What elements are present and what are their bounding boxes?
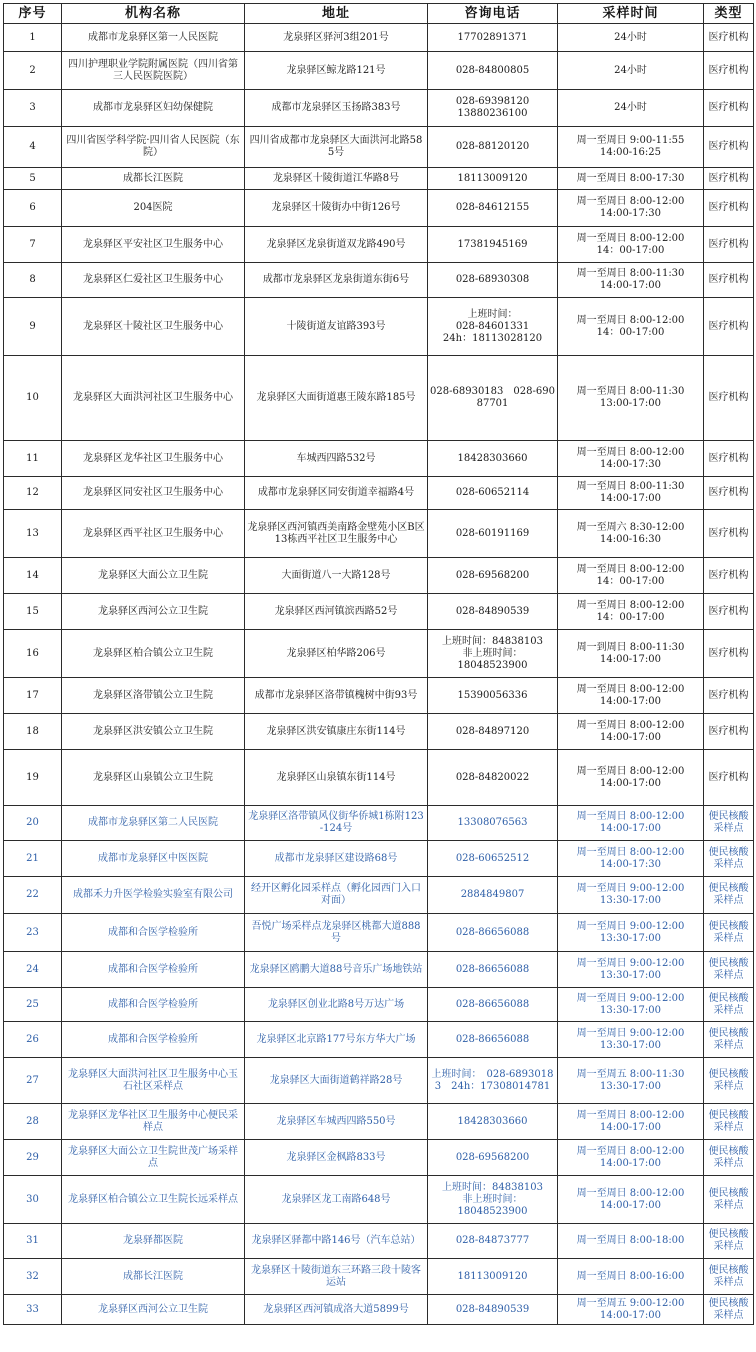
cell-type: 便民核酸采样点: [704, 841, 754, 877]
table-row: [4, 24, 754, 52]
cell-institution: 龙泉驿区大面公立卫生院世茂广场采样点: [62, 1140, 245, 1176]
cell-address: 成都市龙泉驿区玉扬路383号: [245, 90, 428, 127]
cell-sampling-time: 周一至周日 8:00-12:00 14:00-17:00: [558, 750, 704, 806]
cell-sampling-time: 周一至周日 8:00-18:00: [558, 1224, 704, 1259]
cell-sampling-time: 24小时: [558, 90, 704, 127]
cell-type: 便民核酸采样点: [704, 1104, 754, 1140]
cell-index: 2: [4, 52, 62, 90]
cell-type: 医疗机构: [704, 558, 754, 594]
cell-address: 龙泉驿区十陵街办中街126号: [245, 190, 428, 227]
cell-sampling-time: 周一至周日 8:00-12:00 14：00-17:00: [558, 594, 704, 630]
cell-sampling-time: 周一至周日 9:00-12:00 13:30-17:00: [558, 1022, 704, 1058]
cell-phone: 028-84820022: [428, 750, 558, 806]
cell-institution: 成都和合医学检验所: [62, 1022, 245, 1058]
table-row: [4, 678, 754, 714]
cell-sampling-time: 周一至周日 8:00-17:30: [558, 168, 704, 190]
cell-type: 医疗机构: [704, 227, 754, 263]
cell-address: 龙泉驿区金枫路833号: [245, 1140, 428, 1176]
cell-index: 16: [4, 630, 62, 678]
cell-address: 成都市龙泉驿区龙泉街道东街6号: [245, 263, 428, 298]
cell-type: 便民核酸采样点: [704, 1058, 754, 1104]
cell-phone: 028-69568200: [428, 1140, 558, 1176]
cell-institution: 龙泉驿区西河公立卫生院: [62, 1295, 245, 1325]
table-row: [4, 877, 754, 914]
cell-sampling-time: 周一至周日 9:00-12:00 13:30-17:00: [558, 914, 704, 952]
table-row: [4, 594, 754, 630]
table-row: [4, 750, 754, 806]
cell-sampling-time: 周一至周日 8:00-12:00 14:00-17:30: [558, 441, 704, 477]
cell-index: 12: [4, 477, 62, 510]
cell-index: 14: [4, 558, 62, 594]
cell-address: 龙泉驿区西河镇西美南路金壁苑小区B区13栋西平社区卫生服务中心: [245, 510, 428, 558]
table-row: [4, 168, 754, 190]
cell-institution: 龙泉驿区大面公立卫生院: [62, 558, 245, 594]
cell-address: 龙泉驿区鸥鹏大道88号音乐广场地铁站: [245, 952, 428, 988]
cell-sampling-time: 周一至周日 8:00-12:00 14：00-17:00: [558, 298, 704, 356]
cell-sampling-time: 周一至周日 8:00-12:00 14:00-17:00: [558, 1140, 704, 1176]
cell-phone: 028-86656088: [428, 914, 558, 952]
cell-phone: 028-84890539: [428, 1295, 558, 1325]
cell-index: 21: [4, 841, 62, 877]
cell-index: 25: [4, 988, 62, 1022]
cell-sampling-time: 周一至周日 9:00-11:55 14:00-16:25: [558, 127, 704, 168]
cell-sampling-time: 周一至周日 9:00-12:00 13:30-17:00: [558, 952, 704, 988]
cell-address: 龙泉驿区洪安镇康庄东街114号: [245, 714, 428, 750]
cell-type: 医疗机构: [704, 594, 754, 630]
table-row: [4, 441, 754, 477]
cell-phone: 028-68930308: [428, 263, 558, 298]
table-row: [4, 477, 754, 510]
table-row: [4, 510, 754, 558]
cell-index: 20: [4, 806, 62, 841]
header-row: [4, 4, 754, 24]
cell-address: 龙泉驿区驿河3组201号: [245, 24, 428, 52]
cell-phone: 028-84890539: [428, 594, 558, 630]
cell-type: 便民核酸采样点: [704, 877, 754, 914]
cell-index: 1: [4, 24, 62, 52]
cell-phone: 15390056336: [428, 678, 558, 714]
cell-address: 龙泉驿区车城西四路550号: [245, 1104, 428, 1140]
cell-phone: 028-84873777: [428, 1224, 558, 1259]
cell-type: 便民核酸采样点: [704, 914, 754, 952]
cell-index: 5: [4, 168, 62, 190]
cell-phone: 17381945169: [428, 227, 558, 263]
table-row: [4, 1104, 754, 1140]
cell-institution: 龙泉驿区柏合镇公立卫生院长远采样点: [62, 1176, 245, 1224]
cell-type: 医疗机构: [704, 678, 754, 714]
cell-phone: 13308076563: [428, 806, 558, 841]
cell-index: 4: [4, 127, 62, 168]
cell-index: 11: [4, 441, 62, 477]
cell-address: 龙泉驿区龙泉街道双龙路490号: [245, 227, 428, 263]
cell-address: 龙泉驿区十陵街道东三环路三段十陵客运站: [245, 1259, 428, 1295]
cell-type: 医疗机构: [704, 630, 754, 678]
cell-type: 医疗机构: [704, 168, 754, 190]
cell-index: 31: [4, 1224, 62, 1259]
cell-index: 27: [4, 1058, 62, 1104]
cell-sampling-time: 周一至周六 8:30-12:00 14:00-16:30: [558, 510, 704, 558]
cell-phone: 028-86656088: [428, 988, 558, 1022]
table-row: [4, 227, 754, 263]
cell-sampling-time: 周一至周日 8:00-12:00 14:00-17:00: [558, 714, 704, 750]
cell-sampling-time: 周一至周日 9:00-12:00 13:30-17:00: [558, 877, 704, 914]
table-row: [4, 356, 754, 441]
cell-index: 10: [4, 356, 62, 441]
table-row: [4, 263, 754, 298]
cell-phone: 028-69568200: [428, 558, 558, 594]
cell-index: 26: [4, 1022, 62, 1058]
cell-type: 便民核酸采样点: [704, 1224, 754, 1259]
cell-phone: 028-68930183 028-69087701: [428, 356, 558, 441]
cell-sampling-time: 周一至周五 9:00-12:00 14:00-17:00: [558, 1295, 704, 1325]
header-type: 类型: [704, 4, 754, 24]
cell-index: 22: [4, 877, 62, 914]
cell-address: 龙泉驿区大面街道惠王陵东路185号: [245, 356, 428, 441]
cell-institution: 成都长江医院: [62, 1259, 245, 1295]
cell-address: 大面街道八一大路128号: [245, 558, 428, 594]
cell-index: 6: [4, 190, 62, 227]
cell-sampling-time: 24小时: [558, 24, 704, 52]
cell-address: 龙泉驿区柏华路206号: [245, 630, 428, 678]
cell-phone: 028-86656088: [428, 1022, 558, 1058]
header-phone: 咨询电话: [428, 4, 558, 24]
table-row: [4, 1176, 754, 1224]
cell-phone: 上班时间： 028-84601331 24h：18113028120: [428, 298, 558, 356]
cell-phone: 028-86656088: [428, 952, 558, 988]
cell-phone: 上班时间： 028-68930183 24h：17308014781: [428, 1058, 558, 1104]
header-address: 地址: [245, 4, 428, 24]
cell-institution: 龙泉驿区平安社区卫生服务中心: [62, 227, 245, 263]
table-row: [4, 714, 754, 750]
table-row: [4, 1259, 754, 1295]
testing-sites-table: [3, 3, 754, 1325]
cell-phone: 028-88120120: [428, 127, 558, 168]
cell-type: 便民核酸采样点: [704, 1295, 754, 1325]
cell-address: 经开区孵化园采样点（孵化园西门入口对面）: [245, 877, 428, 914]
cell-address: 龙泉驿区大面街道鹤祥路28号: [245, 1058, 428, 1104]
cell-index: 13: [4, 510, 62, 558]
cell-address: 四川省成都市龙泉驿区大面洪河北路585号: [245, 127, 428, 168]
table-row: [4, 127, 754, 168]
cell-sampling-time: 周一至周日 8:00-12:00 14:00-17:00: [558, 1176, 704, 1224]
cell-institution: 龙泉驿区山泉镇公立卫生院: [62, 750, 245, 806]
cell-type: 医疗机构: [704, 750, 754, 806]
cell-phone: 028-60652512: [428, 841, 558, 877]
cell-phone: 028-84800805: [428, 52, 558, 90]
cell-sampling-time: 周一到周日 8:00-11:30 14:00-17:00: [558, 630, 704, 678]
cell-index: 23: [4, 914, 62, 952]
cell-sampling-time: 周一至周日 8:00-12:00 14：00-17:00: [558, 558, 704, 594]
table-row: [4, 952, 754, 988]
table-row: [4, 1140, 754, 1176]
cell-phone: 18428303660: [428, 441, 558, 477]
table-row: [4, 90, 754, 127]
cell-index: 7: [4, 227, 62, 263]
table-row: [4, 1058, 754, 1104]
cell-type: 医疗机构: [704, 298, 754, 356]
cell-institution: 成都禾力升医学检验实验室有限公司: [62, 877, 245, 914]
cell-sampling-time: 周一至周五 8:00-11:30 13:30-17:00: [558, 1058, 704, 1104]
cell-index: 19: [4, 750, 62, 806]
cell-type: 医疗机构: [704, 127, 754, 168]
cell-institution: 龙泉驿区大面洪河社区卫生服务中心: [62, 356, 245, 441]
table-row: [4, 914, 754, 952]
cell-sampling-time: 周一至周日 8:00-11:30 13:00-17:00: [558, 356, 704, 441]
table-row: [4, 1224, 754, 1259]
table-row: [4, 630, 754, 678]
cell-index: 33: [4, 1295, 62, 1325]
cell-type: 医疗机构: [704, 90, 754, 127]
cell-institution: 成都市龙泉驿区第二人民医院: [62, 806, 245, 841]
cell-address: 龙泉驿区西河镇滨西路52号: [245, 594, 428, 630]
table-row: [4, 558, 754, 594]
cell-index: 29: [4, 1140, 62, 1176]
cell-type: 便民核酸采样点: [704, 952, 754, 988]
cell-institution: 龙泉驿区西平社区卫生服务中心: [62, 510, 245, 558]
cell-institution: 龙泉驿区龙华社区卫生服务中心便民采样点: [62, 1104, 245, 1140]
cell-index: 18: [4, 714, 62, 750]
header-sampling-time: 采样时间: [558, 4, 704, 24]
cell-index: 30: [4, 1176, 62, 1224]
cell-type: 医疗机构: [704, 263, 754, 298]
table-row: [4, 1022, 754, 1058]
cell-sampling-time: 周一至周日 8:00-12:00 14:00-17:00: [558, 678, 704, 714]
cell-type: 便民核酸采样点: [704, 806, 754, 841]
cell-phone: 028-60191169: [428, 510, 558, 558]
cell-sampling-time: 24小时: [558, 52, 704, 90]
cell-phone: 上班时间：84838103 非上班时间： 18048523900: [428, 630, 558, 678]
cell-address: 龙泉驿区鲸龙路121号: [245, 52, 428, 90]
cell-institution: 四川省医学科学院·四川省人民医院（东院）: [62, 127, 245, 168]
cell-type: 便民核酸采样点: [704, 1259, 754, 1295]
cell-institution: 龙泉驿区大面洪河社区卫生服务中心玉石社区采样点: [62, 1058, 245, 1104]
cell-sampling-time: 周一至周日 9:00-12:00 13:30-17:00: [558, 988, 704, 1022]
cell-phone: 18428303660: [428, 1104, 558, 1140]
table-row: [4, 190, 754, 227]
cell-institution: 龙泉驿区西河公立卫生院: [62, 594, 245, 630]
cell-institution: 204医院: [62, 190, 245, 227]
cell-phone: 028-60652114: [428, 477, 558, 510]
cell-index: 17: [4, 678, 62, 714]
cell-institution: 龙泉驿区同安社区卫生服务中心: [62, 477, 245, 510]
cell-address: 龙泉驿区山泉镇东街114号: [245, 750, 428, 806]
cell-type: 便民核酸采样点: [704, 988, 754, 1022]
cell-type: 医疗机构: [704, 24, 754, 52]
cell-index: 28: [4, 1104, 62, 1140]
cell-type: 医疗机构: [704, 714, 754, 750]
cell-institution: 龙泉驿区洪安镇公立卫生院: [62, 714, 245, 750]
cell-index: 9: [4, 298, 62, 356]
cell-index: 3: [4, 90, 62, 127]
cell-address: 车城西四路532号: [245, 441, 428, 477]
cell-address: 龙泉驿区西河镇成洛大道5899号: [245, 1295, 428, 1325]
cell-sampling-time: 周一至周日 8:00-12:00 14：00-17:00: [558, 227, 704, 263]
table-row: [4, 806, 754, 841]
cell-sampling-time: 周一至周日 8:00-11:30 14:00-17:00: [558, 263, 704, 298]
cell-index: 24: [4, 952, 62, 988]
cell-institution: 成都市龙泉驿区妇幼保健院: [62, 90, 245, 127]
cell-institution: 成都和合医学检验所: [62, 914, 245, 952]
cell-institution: 成都和合医学检验所: [62, 952, 245, 988]
table-row: [4, 841, 754, 877]
cell-phone: 028-69398120 13880236100: [428, 90, 558, 127]
cell-type: 医疗机构: [704, 441, 754, 477]
cell-type: 便民核酸采样点: [704, 1140, 754, 1176]
cell-institution: 龙泉驿区仁爱社区卫生服务中心: [62, 263, 245, 298]
cell-institution: 龙泉驿都医院: [62, 1224, 245, 1259]
cell-address: 十陵街道友谊路393号: [245, 298, 428, 356]
cell-address: 龙泉驿区创业北路8号万达广场: [245, 988, 428, 1022]
cell-institution: 龙泉驿区十陵社区卫生服务中心: [62, 298, 245, 356]
header-institution: 机构名称: [62, 4, 245, 24]
cell-sampling-time: 周一至周日 8:00-12:00 14:00-17:30: [558, 190, 704, 227]
cell-type: 医疗机构: [704, 477, 754, 510]
table-row: [4, 988, 754, 1022]
cell-institution: 龙泉驿区柏合镇公立卫生院: [62, 630, 245, 678]
cell-institution: 成都市龙泉驿区中医医院: [62, 841, 245, 877]
cell-type: 便民核酸采样点: [704, 1176, 754, 1224]
cell-type: 医疗机构: [704, 190, 754, 227]
table-body: [4, 24, 754, 1325]
table-row: [4, 298, 754, 356]
cell-type: 便民核酸采样点: [704, 1022, 754, 1058]
table-row: [4, 1295, 754, 1325]
cell-phone: 028-84897120: [428, 714, 558, 750]
cell-index: 32: [4, 1259, 62, 1295]
cell-sampling-time: 周一至周日 8:00-11:30 14:00-17:00: [558, 477, 704, 510]
cell-sampling-time: 周一至周日 8:00-12:00 14:00-17:00: [558, 1104, 704, 1140]
cell-institution: 成都和合医学检验所: [62, 988, 245, 1022]
cell-address: 吾悦广场采样点龙泉驿区桃都大道888号: [245, 914, 428, 952]
cell-address: 成都市龙泉驿区洛带镇槐树中街93号: [245, 678, 428, 714]
cell-institution: 龙泉驿区洛带镇公立卫生院: [62, 678, 245, 714]
cell-phone: 028-84612155: [428, 190, 558, 227]
header-index: 序号: [4, 4, 62, 24]
cell-address: 龙泉驿区驿都中路146号（汽车总站）: [245, 1224, 428, 1259]
cell-phone: 17702891371: [428, 24, 558, 52]
cell-type: 医疗机构: [704, 510, 754, 558]
cell-phone: 2884849807: [428, 877, 558, 914]
cell-address: 龙泉驿区北京路177号东方华大广场: [245, 1022, 428, 1058]
cell-address: 成都市龙泉驿区同安街道幸福路4号: [245, 477, 428, 510]
cell-institution: 龙泉驿区龙华社区卫生服务中心: [62, 441, 245, 477]
cell-address: 龙泉驿区洛带镇风仪街华侨城1栋附123-124号: [245, 806, 428, 841]
cell-type: 医疗机构: [704, 356, 754, 441]
cell-index: 8: [4, 263, 62, 298]
cell-index: 15: [4, 594, 62, 630]
cell-phone: 上班时间：84838103 非上班时间： 18048523900: [428, 1176, 558, 1224]
cell-address: 龙泉驿区十陵街道江华路8号: [245, 168, 428, 190]
cell-sampling-time: 周一至周日 8:00-16:00: [558, 1259, 704, 1295]
cell-type: 医疗机构: [704, 52, 754, 90]
cell-phone: 18113009120: [428, 168, 558, 190]
cell-phone: 18113009120: [428, 1259, 558, 1295]
cell-institution: 成都长江医院: [62, 168, 245, 190]
cell-institution: 四川护理职业学院附属医院（四川省第三人民医院医院）: [62, 52, 245, 90]
cell-institution: 成都市龙泉驿区第一人民医院: [62, 24, 245, 52]
table-row: [4, 52, 754, 90]
cell-sampling-time: 周一至周日 8:00-12:00 14:00-17:30: [558, 841, 704, 877]
cell-address: 龙泉驿区龙工南路648号: [245, 1176, 428, 1224]
cell-address: 成都市龙泉驿区建设路68号: [245, 841, 428, 877]
cell-sampling-time: 周一至周日 8:00-12:00 14:00-17:00: [558, 806, 704, 841]
